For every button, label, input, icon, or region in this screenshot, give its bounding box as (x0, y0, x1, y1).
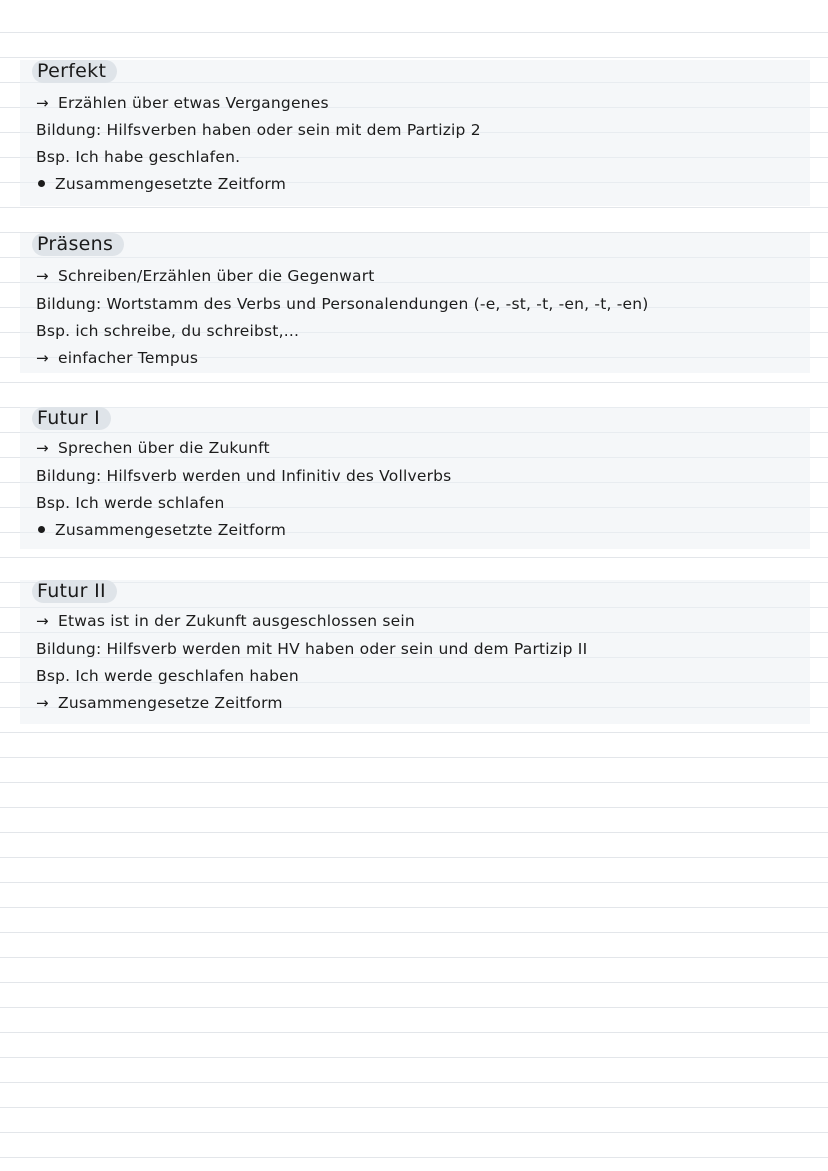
bullet-icon (38, 180, 45, 187)
section-futur-2 (20, 580, 810, 724)
note-line (36, 174, 286, 194)
note-line (36, 266, 375, 286)
note-line (36, 438, 270, 458)
note-line (36, 348, 198, 368)
note-line (36, 520, 286, 540)
note-text: Zusammengesetzte Zeitform (55, 175, 286, 193)
arrow-icon: → (36, 267, 49, 285)
note-text: Etwas ist in der Zukunft ausgeschlossen sein (58, 612, 415, 630)
note-line (36, 666, 299, 686)
note-text: Bsp. Ich werde schlafen (36, 494, 225, 512)
note-text: Sprechen über die Zukunft (58, 439, 270, 457)
section-praesens (20, 233, 810, 373)
note-line (36, 611, 415, 631)
arrow-icon: → (36, 612, 49, 630)
arrow-icon: → (36, 94, 49, 112)
note-text: Bsp. Ich habe geschlafen. (36, 148, 241, 166)
note-text: Zusammengesetzte Zeitform (55, 521, 286, 539)
note-line (36, 321, 299, 341)
section-title: Futur I (32, 407, 111, 430)
note-line (36, 93, 329, 113)
note-line (36, 693, 283, 713)
note-line (36, 639, 587, 659)
note-text: Bildung: Hilfsverben haben oder sein mit dem Partizip 2 (36, 121, 481, 139)
note-text: Bsp. Ich werde geschlafen haben (36, 667, 299, 685)
note-text: Erzählen über etwas Vergangenes (58, 94, 329, 112)
note-text: Bildung: Hilfsverb werden mit HV haben oder sein und dem Partizip II (36, 640, 588, 658)
section-title: Futur II (32, 580, 117, 603)
note-text: einfacher Tempus (58, 349, 199, 367)
note-text: Bsp. ich schreibe, du schreibst,... (36, 322, 300, 340)
section-title: Präsens (32, 233, 124, 256)
note-line (36, 294, 649, 314)
note-line (36, 120, 481, 140)
note-line (36, 466, 451, 486)
section-title: Perfekt (32, 60, 117, 83)
bullet-icon (38, 526, 45, 533)
section-futur-1 (20, 407, 810, 549)
note-text: Bildung: Hilfsverb werden und Infinitiv des Vollverbs (36, 467, 452, 485)
note-text: Bildung: Wortstamm des Verbs und Personalendungen (-e, -st, -t, -en, -t, -en) (36, 295, 649, 313)
arrow-icon: → (36, 694, 49, 712)
arrow-icon: → (36, 349, 49, 367)
arrow-icon: → (36, 439, 49, 457)
note-text: Zusammengesetze Zeitform (58, 694, 283, 712)
section-perfekt (20, 60, 810, 206)
note-line (36, 147, 240, 167)
note-text: Schreiben/Erzählen über die Gegenwart (58, 267, 375, 285)
note-line (36, 493, 225, 513)
